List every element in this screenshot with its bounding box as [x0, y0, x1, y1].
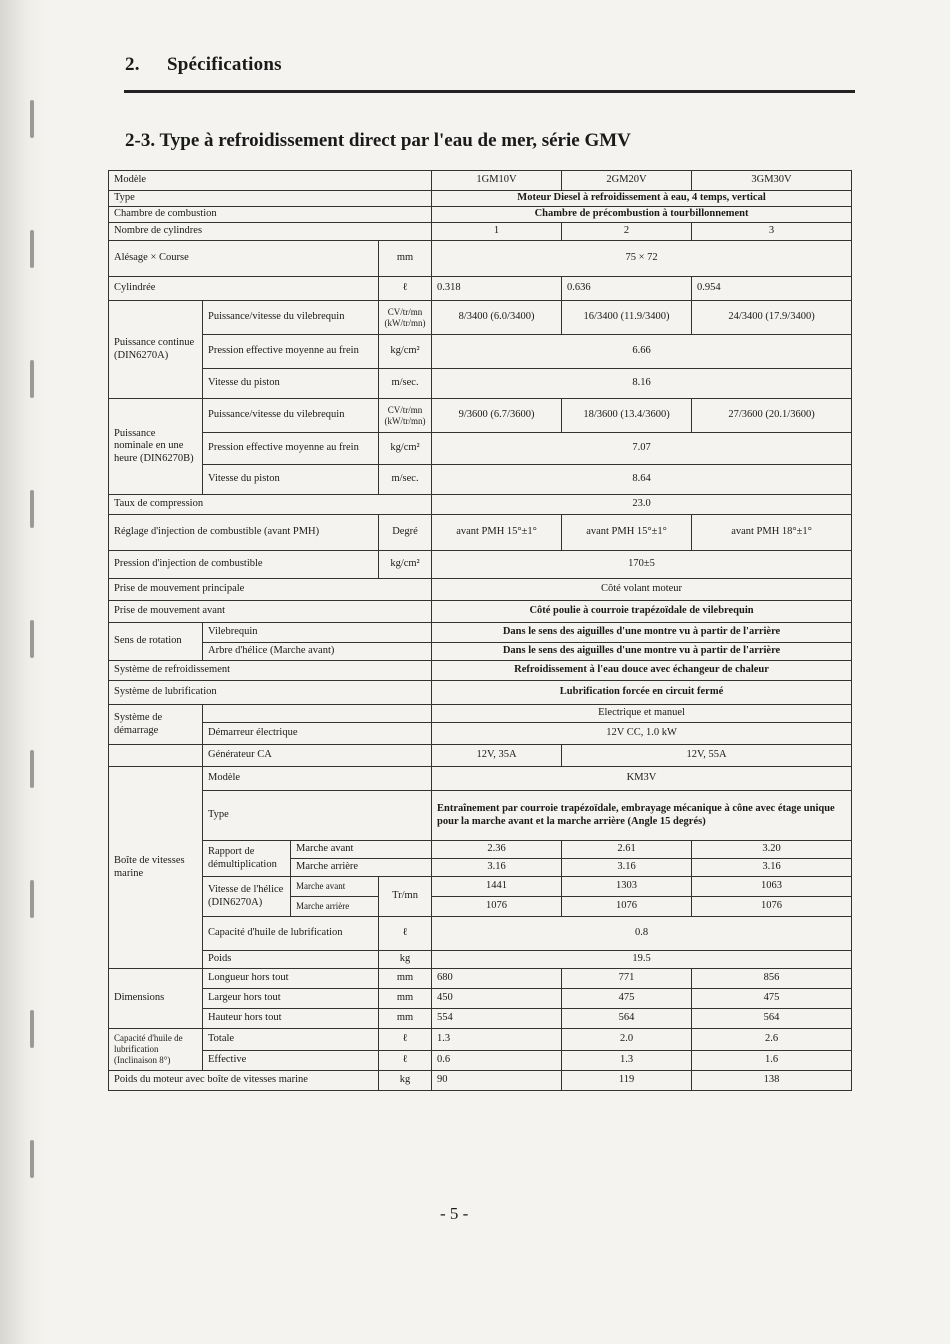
value-cell: 12V, 35A: [432, 745, 562, 767]
value-cell: 1.6: [692, 1051, 852, 1071]
table-row: [109, 1051, 852, 1071]
row-value: 75 × 72: [432, 241, 852, 277]
row-label: Taux de compression: [109, 495, 432, 515]
group-label: Sens de rotation: [109, 623, 203, 661]
unit-cell: mm: [379, 989, 432, 1009]
value-cell: 450: [432, 989, 562, 1009]
value-cell: 3.20: [692, 841, 852, 859]
row-value: 23.0: [432, 495, 852, 515]
row-label: Vilebrequin: [203, 623, 432, 643]
row-value: 7.07: [432, 433, 852, 465]
table-row: [109, 495, 852, 515]
table-row: [109, 335, 852, 369]
group-label: Capacité d'huile de lubrification (Inclinaison 8°): [109, 1029, 203, 1071]
value-cell: 1076: [692, 897, 852, 917]
value-cell: 2.0: [562, 1029, 692, 1051]
value-cell: 564: [562, 1009, 692, 1029]
row-label: Réglage d'injection de combustible (avant PMH): [109, 515, 379, 551]
row-label: Type: [203, 791, 432, 841]
value-cell: 8/3400 (6.0/3400): [432, 301, 562, 335]
row-value: 19.5: [432, 951, 852, 969]
group-label: Puissance continue (DIN6270A): [109, 301, 203, 399]
unit-cell: ℓ: [379, 917, 432, 951]
value-cell: 9/3600 (6.7/3600): [432, 399, 562, 433]
row-value: Chambre de précombustion à tourbillonnement: [432, 207, 852, 223]
value-cell: avant PMH 15°±1°: [432, 515, 562, 551]
section-title-text: Spécifications: [167, 54, 282, 75]
row-label: Générateur CA: [203, 745, 432, 767]
row-value: 8.16: [432, 369, 852, 399]
row-value: 12V CC, 1.0 kW: [432, 723, 852, 745]
value-cell: 856: [692, 969, 852, 989]
table-row: [109, 241, 852, 277]
table-row: [109, 551, 852, 579]
value-cell: 1076: [432, 897, 562, 917]
row-label: Modèle: [109, 171, 432, 191]
unit-cell: CV/tr/mn (kW/tr/mn): [379, 301, 432, 335]
table-row: [109, 661, 852, 681]
row-label: Rapport de démultiplication: [203, 841, 291, 877]
table-row: [109, 723, 852, 745]
value-cell: 0.318: [432, 277, 562, 301]
row-label: Vitesse de l'hélice (DIN6270A): [203, 877, 291, 917]
table-row: [109, 877, 852, 897]
row-label: Nombre de cylindres: [109, 223, 432, 241]
table-row: [109, 1029, 852, 1051]
group-label: Dimensions: [109, 969, 203, 1029]
value-cell: 680: [432, 969, 562, 989]
row-label: Hauteur hors tout: [203, 1009, 379, 1029]
row-value: KM3V: [432, 767, 852, 791]
row-value: Lubrification forcée en circuit fermé: [432, 681, 852, 705]
row-label: Système de refroidissement: [109, 661, 432, 681]
subsection-title: 2-3. Type à refroidissement direct par l'eau de mer, série GMV: [125, 130, 631, 151]
table-row: [109, 917, 852, 951]
sub-label: Marche arrière: [291, 859, 432, 877]
unit-cell: mm: [379, 1009, 432, 1029]
table-row: [109, 277, 852, 301]
value-cell: 2.61: [562, 841, 692, 859]
model-cell: 2GM20V: [562, 171, 692, 191]
value-cell: 771: [562, 969, 692, 989]
value-cell: 3.16: [562, 859, 692, 877]
unit-cell: mm: [379, 969, 432, 989]
table-row: [109, 1009, 852, 1029]
unit-cell: Tr/mn: [379, 877, 432, 917]
value-cell: 0.954: [692, 277, 852, 301]
table-row: [109, 369, 852, 399]
table-row: [109, 951, 852, 969]
unit-cell: CV/tr/mn (kW/tr/mn): [379, 399, 432, 433]
row-label: Système de lubrification: [109, 681, 432, 705]
value-cell: 27/3600 (20.1/3600): [692, 399, 852, 433]
row-label: Démarreur électrique: [203, 723, 432, 745]
row-value: Dans le sens des aiguilles d'une montre vu à partir de l'arrière: [432, 643, 852, 661]
table-row: [109, 767, 852, 791]
value-cell: 3.16: [692, 859, 852, 877]
row-label: Type: [109, 191, 432, 207]
unit-cell: kg: [379, 1071, 432, 1091]
row-value: Côté poulie à courroie trapézoïdale de vilebrequin: [432, 601, 852, 623]
unit-cell: kg/cm²: [379, 335, 432, 369]
value-cell: 475: [692, 989, 852, 1009]
table-row: [109, 399, 852, 433]
unit-cell: mm: [379, 241, 432, 277]
group-label: Boîte de vitesses marine: [109, 767, 203, 969]
page-number: - 5 -: [440, 1204, 469, 1223]
value-cell: 1441: [432, 877, 562, 897]
value-cell: 0.6: [432, 1051, 562, 1071]
table-row: [109, 191, 852, 207]
row-value: Electrique et manuel: [432, 705, 852, 723]
table-row: [109, 969, 852, 989]
table-row: [109, 643, 852, 661]
value-cell: avant PMH 15°±1°: [562, 515, 692, 551]
table-row: [109, 301, 852, 335]
row-label: Chambre de combustion: [109, 207, 432, 223]
row-label: Cylindrée: [109, 277, 379, 301]
row-value: 170±5: [432, 551, 852, 579]
table-row: [109, 207, 852, 223]
row-value: 8.64: [432, 465, 852, 495]
section-number: 2.: [125, 54, 140, 75]
binder-margin: [0, 0, 44, 1344]
value-cell: 1: [432, 223, 562, 241]
row-value: Moteur Diesel à refroidissement à eau, 4 temps, vertical: [432, 191, 852, 207]
table-row: [109, 745, 852, 767]
row-value: 0.8: [432, 917, 852, 951]
table-row: [109, 515, 852, 551]
row-value: Entraînement par courroie trapézoïdale, embrayage mécanique à cône avec étage unique pour la marche avant et la marche arrière (Angle 15 degrés): [432, 791, 852, 841]
unit-cell: m/sec.: [379, 369, 432, 399]
table-row: [109, 989, 852, 1009]
value-cell: 3.16: [432, 859, 562, 877]
row-label: Largeur hors tout: [203, 989, 379, 1009]
model-cell: 1GM10V: [432, 171, 562, 191]
sub-label: Marche avant: [291, 841, 432, 859]
table-row: [109, 601, 852, 623]
row-label: Poids: [203, 951, 379, 969]
row-label: Pression effective moyenne au frein: [203, 335, 379, 369]
row-label: Prise de mouvement principale: [109, 579, 432, 601]
value-cell: 2: [562, 223, 692, 241]
unit-cell: Degré: [379, 515, 432, 551]
unit-cell: kg/cm²: [379, 551, 432, 579]
unit-cell: ℓ: [379, 277, 432, 301]
table-row: [109, 465, 852, 495]
value-cell: 1076: [562, 897, 692, 917]
value-cell: 1.3: [432, 1029, 562, 1051]
row-label: Effective: [203, 1051, 379, 1071]
row-label: Capacité d'huile de lubrification: [203, 917, 379, 951]
row-label: Pression d'injection de combustible: [109, 551, 379, 579]
value-cell: 1.3: [562, 1051, 692, 1071]
row-label: Totale: [203, 1029, 379, 1051]
value-cell: 2.6: [692, 1029, 852, 1051]
value-cell: 119: [562, 1071, 692, 1091]
value-cell: 475: [562, 989, 692, 1009]
table-row: [109, 433, 852, 465]
unit-cell: ℓ: [379, 1029, 432, 1051]
value-cell: 16/3400 (11.9/3400): [562, 301, 692, 335]
row-label: Poids du moteur avec boîte de vitesses marine: [109, 1071, 379, 1091]
value-cell: 0.636: [562, 277, 692, 301]
value-cell: 564: [692, 1009, 852, 1029]
value-cell: 1303: [562, 877, 692, 897]
row-label: Puissance/vitesse du vilebrequin: [203, 301, 379, 335]
row-label: Vitesse du piston: [203, 465, 379, 495]
row-label: Longueur hors tout: [203, 969, 379, 989]
row-label: Vitesse du piston: [203, 369, 379, 399]
row-label: Pression effective moyenne au frein: [203, 433, 379, 465]
row-value: 6.66: [432, 335, 852, 369]
value-cell: 2.36: [432, 841, 562, 859]
unit-cell: m/sec.: [379, 465, 432, 495]
table-row: [109, 171, 852, 191]
row-value: Côté volant moteur: [432, 579, 852, 601]
table-row: [109, 623, 852, 643]
row-label: Prise de mouvement avant: [109, 601, 432, 623]
value-cell: 138: [692, 1071, 852, 1091]
model-cell: 3GM30V: [692, 171, 852, 191]
row-label: Puissance/vitesse du vilebrequin: [203, 399, 379, 433]
value-cell: 18/3600 (13.4/3600): [562, 399, 692, 433]
sub-label: Marche arrière: [291, 897, 379, 917]
table-row: [109, 1071, 852, 1091]
header-rule: [124, 90, 855, 93]
row-label: Arbre d'hélice (Marche avant): [203, 643, 432, 661]
value-cell: 12V, 55A: [562, 745, 852, 767]
row-value: Refroidissement à l'eau douce avec échangeur de chaleur: [432, 661, 852, 681]
table-row: [109, 841, 852, 859]
value-cell: 554: [432, 1009, 562, 1029]
unit-cell: kg: [379, 951, 432, 969]
table-row: [109, 681, 852, 705]
row-label: Alésage × Course: [109, 241, 379, 277]
spec-table: [108, 170, 852, 1091]
value-cell: 24/3400 (17.9/3400): [692, 301, 852, 335]
table-row: [109, 791, 852, 841]
value-cell: 3: [692, 223, 852, 241]
table-row: [109, 223, 852, 241]
value-cell: avant PMH 18°±1°: [692, 515, 852, 551]
unit-cell: kg/cm²: [379, 433, 432, 465]
row-value: Dans le sens des aiguilles d'une montre vu à partir de l'arrière: [432, 623, 852, 643]
section-title: [125, 54, 282, 76]
value-cell: 90: [432, 1071, 562, 1091]
sub-label: Marche avant: [291, 877, 379, 897]
table-row: [109, 579, 852, 601]
row-label: Modèle: [203, 767, 432, 791]
unit-cell: ℓ: [379, 1051, 432, 1071]
group-label: Puissance nominale en une heure (DIN6270B): [109, 399, 203, 495]
value-cell: 1063: [692, 877, 852, 897]
table-row: [109, 705, 852, 723]
group-label: Système de démarrage: [109, 705, 203, 745]
